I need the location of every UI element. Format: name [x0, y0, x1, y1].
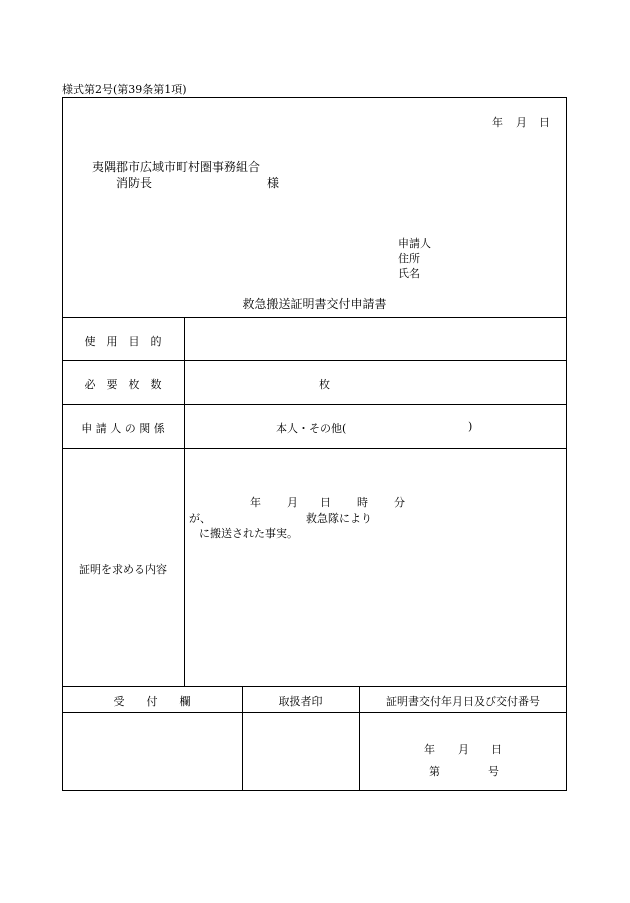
addressee-honorific: 様	[267, 176, 280, 190]
content-year: 年	[250, 496, 261, 509]
applicant-address-label: 住所	[398, 252, 420, 265]
issue-day: 日	[491, 743, 502, 756]
copies-unit: 枚	[319, 378, 330, 391]
rule-bottom-header	[62, 712, 567, 713]
date-day: 日	[539, 116, 550, 129]
rule-after-content	[62, 686, 567, 687]
issue-number-suffix: 号	[488, 765, 499, 778]
issue-info-header: 証明書交付年月日及び交付番号	[386, 695, 540, 708]
form-number: 様式第2号(第39条第1項)	[62, 83, 187, 96]
rule-after-purpose	[62, 360, 567, 361]
applicant-label: 申請人	[398, 237, 431, 250]
applicant-name-label: 氏名	[398, 267, 420, 280]
addressee-title: 消防長	[116, 176, 153, 190]
content-transported: に搬送された事実。	[199, 527, 298, 540]
content-day: 日	[320, 496, 331, 509]
rule-after-title	[62, 317, 567, 318]
rule-after-relation	[62, 448, 567, 449]
form-title: 救急搬送証明書交付申請書	[242, 297, 387, 311]
handler-seal-header: 取扱者印	[278, 695, 323, 708]
addressee-organization: 夷隅郡市広域市町村圏事務組合	[92, 160, 261, 174]
reception-header: 受 付 欄	[113, 695, 191, 708]
copies-label: 必 要 枚 数	[84, 378, 162, 391]
content-hour: 時	[357, 496, 368, 509]
issue-number-prefix: 第	[429, 765, 440, 778]
label-column-divider	[184, 317, 185, 686]
content-ambulance-team: 救急隊により	[306, 512, 372, 525]
content-month: 月	[287, 496, 298, 509]
rule-after-copies	[62, 404, 567, 405]
relation-label: 申 請 人 の 関 係	[81, 422, 165, 435]
content-ga: が、	[189, 512, 211, 525]
date-year: 年	[492, 116, 503, 129]
relation-value-prefix: 本人・その他(	[276, 422, 347, 435]
issue-year: 年	[424, 743, 435, 756]
relation-value-suffix: )	[468, 420, 473, 433]
date-month: 月	[516, 116, 527, 129]
issue-month: 月	[458, 743, 469, 756]
purpose-label: 使 用 目 的	[84, 335, 162, 348]
content-minute: 分	[394, 496, 405, 509]
content-label: 証明を求める内容	[79, 563, 167, 576]
